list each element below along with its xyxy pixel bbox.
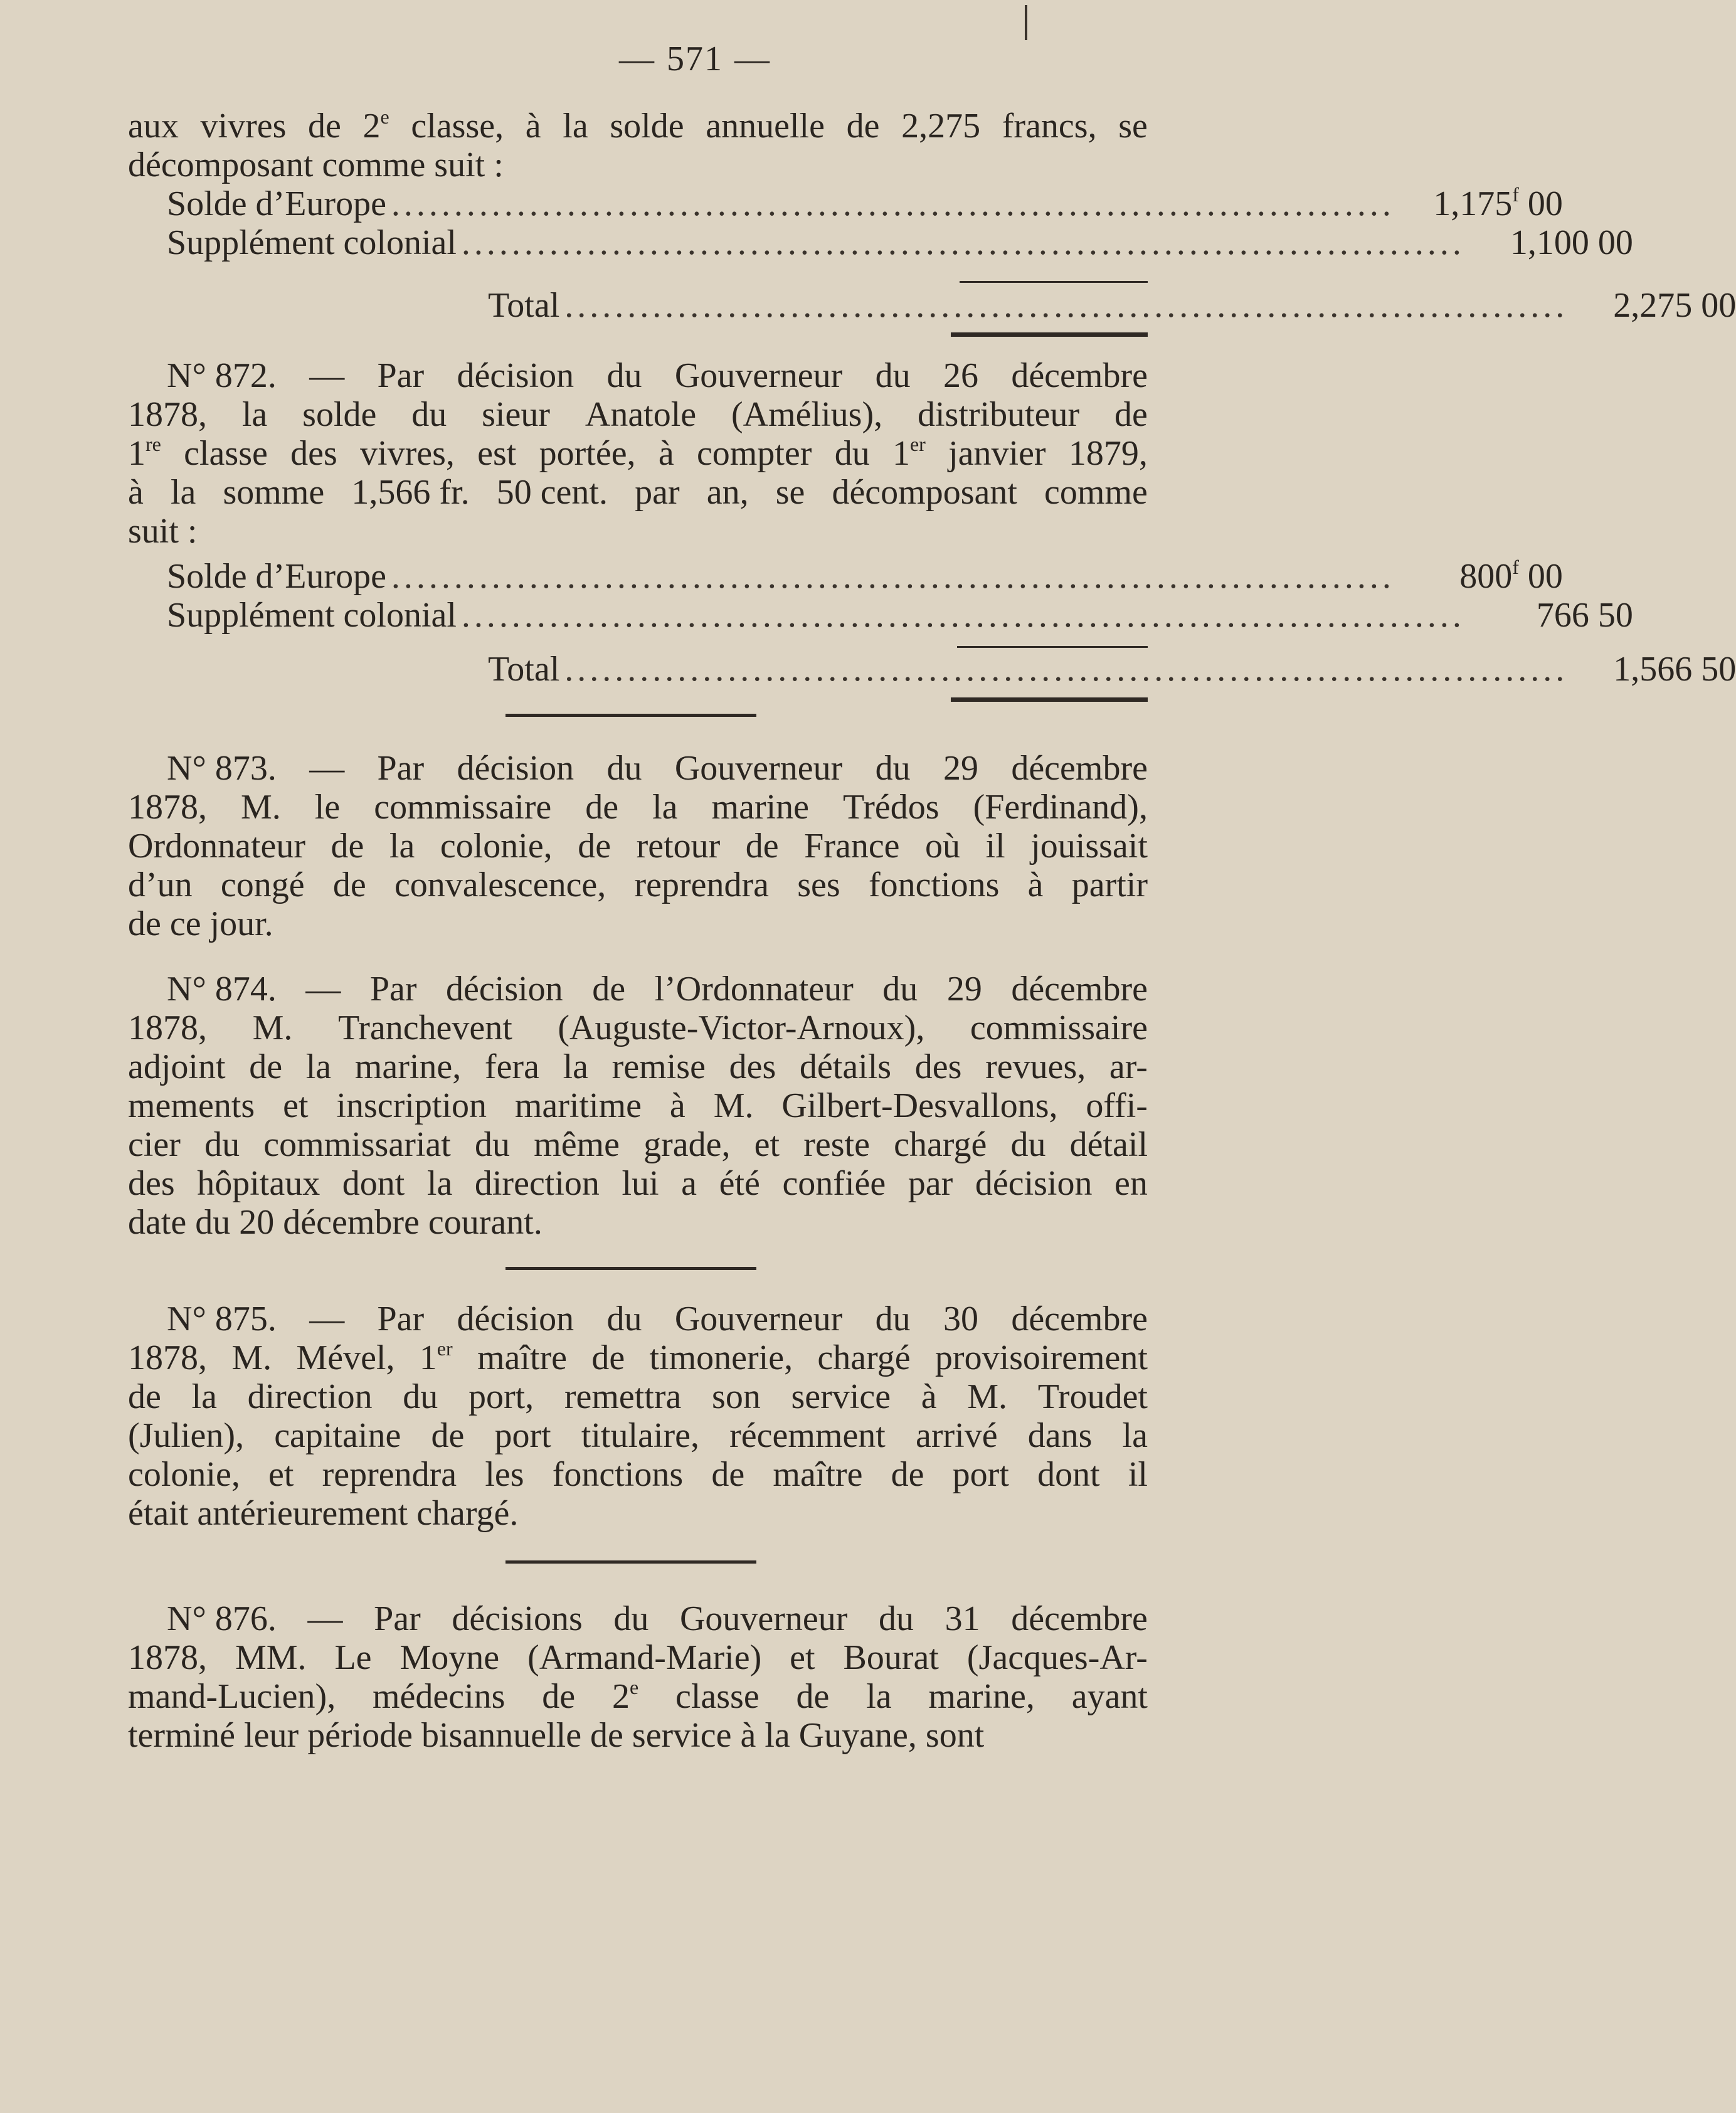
row-amount: 1,100 00: [1510, 223, 1633, 262]
n872-line: 1878, la solde du sieur Anatole (Amélius), distributeur de: [128, 395, 1148, 434]
row-amount: 1,566 50: [1613, 650, 1736, 689]
intro-line: décomposant comme suit :: [128, 146, 504, 184]
leader-dots: ................................................................................: [391, 557, 1395, 596]
n874-line: 1878, M. Tranchevent (Auguste-Victor-Arnoux), commissaire: [128, 1009, 1148, 1047]
n875-line: était antérieurement chargé.: [128, 1494, 519, 1533]
n875-line: N° 875. — Par décision du Gouverneur du 30 décembre: [167, 1300, 1148, 1338]
sum-rule: [957, 646, 1148, 648]
row-amount: 1,175$^f$ 00: [1433, 183, 1563, 223]
section-separator: [505, 1560, 756, 1564]
n872-line: suit :: [128, 512, 198, 551]
leader-dots: ................................................................................: [564, 650, 1569, 689]
row-label: Solde d’Europe: [167, 184, 386, 223]
amount-row: [167, 596, 1633, 635]
amount-row: [167, 556, 1563, 596]
n874-line: adjoint de la marine, fera la remise des détails des revues, ar-: [128, 1047, 1148, 1086]
row-label: Total: [488, 286, 560, 325]
n876-line: 1878, MM. Le Moyne (Armand-Marie) et Bourat (Jacques-Ar-: [128, 1638, 1148, 1677]
n875-line: colonie, et reprendra les fonctions de maître de port dont il: [128, 1455, 1148, 1494]
leader-dots: ................................................................................: [391, 184, 1395, 223]
n874-line: N° 874. — Par décision de l’Ordonnateur du 29 décembre: [167, 970, 1148, 1009]
section-separator: [505, 714, 756, 717]
n876-line: mand-Lucien), médecins de 2e classe de la marine, ayant: [128, 1676, 1148, 1716]
row-amount: 2,275 00: [1613, 286, 1736, 325]
n873-line: 1878, M. le commissaire de la marine Trédos (Ferdinand),: [128, 788, 1148, 827]
section-separator: [505, 1267, 756, 1270]
sum-rule: [960, 281, 1148, 283]
n874-line: cier du commissariat du même grade, et reste chargé du détail: [128, 1125, 1148, 1164]
n876-line: terminé leur période bisannuelle de service à la Guyane, sont: [128, 1716, 985, 1755]
total-underline: [951, 332, 1148, 337]
text-column: [128, 0, 1736, 2113]
n875-line: 1878, M. Mével, 1er maître de timonerie, chargé provisoirement: [128, 1337, 1148, 1377]
n873-line: de ce jour.: [128, 904, 273, 943]
row-amount: 766 50: [1536, 596, 1633, 635]
row-amount: 800$^f$ 00: [1459, 556, 1563, 596]
leader-dots: ................................................................................: [564, 286, 1569, 325]
row-label: Total: [488, 650, 560, 689]
n872-line: 1re classe des vivres, est portée, à compter du 1er janvier 1879,: [128, 433, 1148, 473]
amount-row: [167, 223, 1633, 262]
page-number: — 571 —: [619, 40, 771, 78]
n874-line: mements et inscription maritime à M. Gilbert-Desvallons, offi-: [128, 1086, 1148, 1125]
row-label: Supplément colonial: [167, 596, 457, 635]
intro-line: aux vivres de 2e classe, à la solde annuelle de 2,275 francs, se: [128, 105, 1148, 146]
n873-line: Ordonnateur de la colonie, de retour de France où il jouissait: [128, 827, 1148, 866]
leader-dots: ................................................................................: [461, 223, 1465, 262]
n875-line: (Julien), capitaine de port titulaire, récemment arrivé dans la: [128, 1416, 1148, 1455]
n872-line: à la somme 1,566 fr. 50 cent. par an, se décomposant comme: [128, 473, 1148, 512]
n875-line: de la direction du port, remettra son service à M. Troudet: [128, 1377, 1148, 1416]
n873-line: d’un congé de convalescence, reprendra ses fonctions à partir: [128, 866, 1148, 904]
amount-row: [167, 183, 1563, 223]
total-underline: [951, 697, 1148, 702]
n872-line: N° 872. — Par décision du Gouverneur du 26 décembre: [167, 356, 1148, 395]
row-label: Supplément colonial: [167, 223, 457, 262]
row-label: Solde d’Europe: [167, 557, 386, 596]
leader-dots: ................................................................................: [461, 596, 1465, 635]
n874-line: des hôpitaux dont la direction lui a été confiée par décision en: [128, 1164, 1148, 1203]
n874-line: date du 20 décembre courant.: [128, 1203, 542, 1242]
n876-line: N° 876. — Par décisions du Gouverneur du 31 décembre: [167, 1599, 1148, 1638]
total-row: [488, 650, 1736, 689]
n873-line: N° 873. — Par décision du Gouverneur du 29 décembre: [167, 749, 1148, 788]
total-row: [488, 286, 1736, 325]
